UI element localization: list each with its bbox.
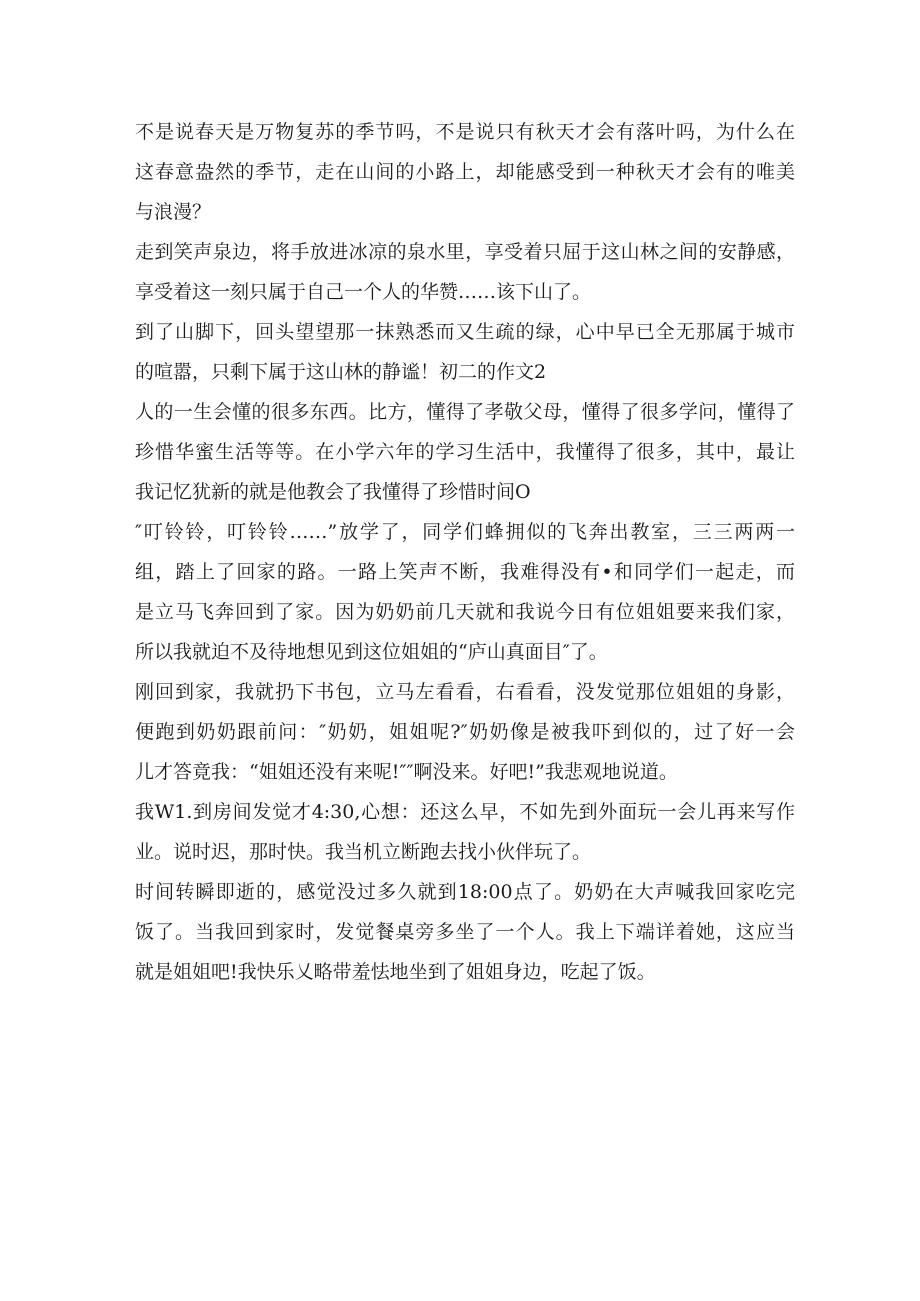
paragraph-4 xyxy=(135,392,795,512)
paragraph-6 xyxy=(135,672,795,792)
text-line: 这春意盎然的季节，走在山间的小路上，却能感受到一种秋天才会有的唯美 xyxy=(135,161,795,183)
text-line: 就是姐姐吧!我快乐乂略带羞怯地坐到了姐姐身边，吃起了饭。 xyxy=(135,961,656,983)
paragraph-5 xyxy=(135,512,795,672)
text-line: ″叮铃铃，叮铃铃……”放学了，同学们蜂拥似的飞奔出教室，三三两两一 xyxy=(135,521,795,543)
paragraph-3 xyxy=(135,312,795,392)
text-line: 是立马飞奔回到了家。因为奶奶前几天就和我说今日有位姐姐要来我们家， xyxy=(135,601,795,623)
text-line: 我记忆犹新的就是他教会了我懂得了珍惜时间O xyxy=(135,481,531,503)
text-line: 享受着这一刻只属于自己一个人的华赞……该下山了。 xyxy=(135,281,592,303)
text-line: 刚回到家，我就扔下书包，立马左看看，右看看，没发觉那位姐姐的身影， xyxy=(135,681,795,703)
text-line: 到了山脚下，回头望望那一抹熟悉而又生疏的绿，心中早已全无那属于城市 xyxy=(135,321,795,343)
paragraph-7 xyxy=(135,792,795,872)
text-line: 珍惜华蜜生活等等。在小学六年的学习生活中，我懂得了很多，其中，最让 xyxy=(135,441,795,463)
text-line: 与浪漫？ xyxy=(135,201,212,223)
text-line: 儿才答竟我：“姐姐还没有来呢!″″啊没来。好吧!”我悲观地说道。 xyxy=(135,761,678,783)
text-line: 业。说时迟，那时快。我当机立断跑去找小伙伴玩了。 xyxy=(135,841,592,863)
text-line: 人的一生会懂的很多东西。比方，懂得了孝敬父母，懂得了很多学问，懂得了 xyxy=(135,401,795,423)
text-line: 时间转瞬即逝的，感觉没过多久就到18:00点了。奶奶在大声喊我回家吃完 xyxy=(135,881,795,903)
paragraph-2 xyxy=(135,232,795,312)
text-line: 的喧嚣，只剩下属于这山林的静谧！初二的作文2 xyxy=(135,361,547,383)
text-line: 便跑到奶奶跟前问：″奶奶，姐姐呢?″奶奶像是被我吓到似的，过了好一会 xyxy=(135,721,795,743)
paragraph-8 xyxy=(135,872,795,992)
text-line: 所以我就迫不及待地想见到这位姐姐的“庐山真面目″了。 xyxy=(135,641,608,663)
text-line: 不是说春天是万物复苏的季节吗，不是说只有秋天才会有落叶吗，为什么在 xyxy=(135,121,795,143)
document-body xyxy=(135,112,795,992)
text-line: 饭了。当我回到家时，发觉餐桌旁多坐了一个人。我上下端详着她，这应当 xyxy=(135,921,795,943)
paragraph-1 xyxy=(135,112,795,232)
text-line: 走到笑声泉边，将手放进冰凉的泉水里，享受着只屈于这山林之间的安静感， xyxy=(135,241,795,263)
text-line: 组，踏上了回家的路。一路上笑声不断，我难得没有•和同学们一起走，而 xyxy=(135,561,795,583)
text-line: 我W1.到房间发觉才4:30,心想：还这么早，不如先到外面玩一会儿再来写作 xyxy=(135,801,795,823)
